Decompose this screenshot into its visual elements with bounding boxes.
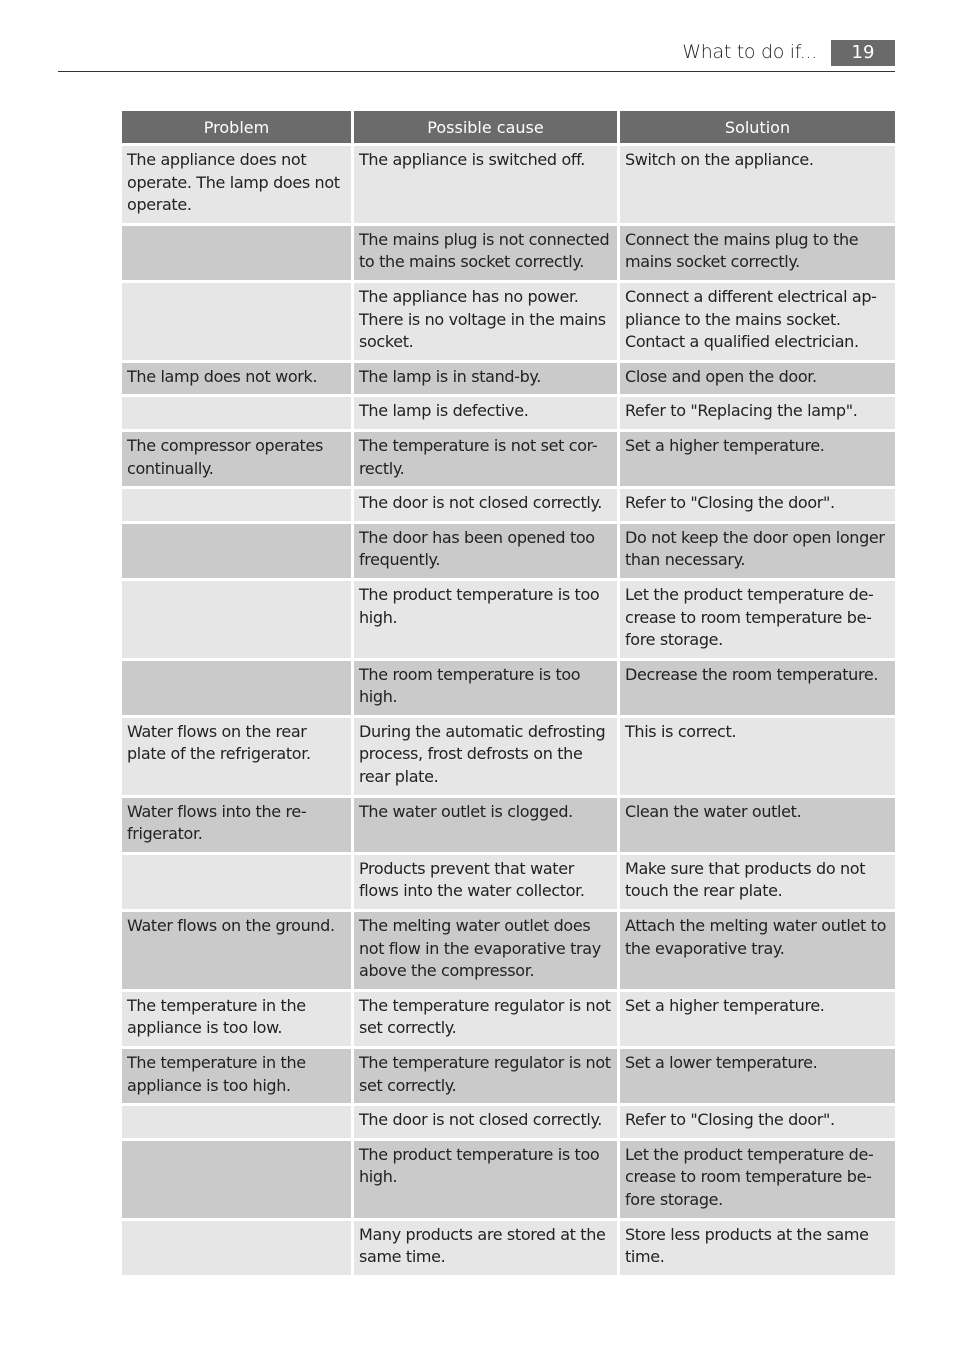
table-cell-problem [122, 397, 354, 432]
table-cell-solution: Close and open the door. [620, 363, 895, 398]
table-cell-solution: Connect a different electrical ap-pliance to the mains socket. Contact a qualified electrician. [620, 283, 895, 363]
table-cell-cause: The lamp is defective. [354, 397, 620, 432]
table-cell-problem: The temperature in the appliance is too high. [122, 1049, 354, 1106]
table-cell-problem [122, 1106, 354, 1141]
table-row [122, 397, 895, 432]
table-row [122, 489, 895, 524]
table-cell-problem [122, 661, 354, 718]
table-cell-cause: The door is not closed correctly. [354, 489, 620, 524]
table-cell-solution: Attach the melting water outlet to the evaporative tray. [620, 912, 895, 992]
table-row [122, 283, 895, 363]
table-cell-problem: The lamp does not work. [122, 363, 354, 398]
table-cell-cause: The product temperature is too high. [354, 1141, 620, 1221]
table-row [122, 855, 895, 912]
table-cell-cause: The mains plug is not connected to the mains socket correctly. [354, 226, 620, 283]
table-cell-solution: Clean the water outlet. [620, 798, 895, 855]
table-cell-cause: The lamp is in stand-by. [354, 363, 620, 398]
table-row [122, 912, 895, 992]
table-cell-solution: This is correct. [620, 718, 895, 798]
table-cell-problem [122, 1221, 354, 1278]
table-cell-problem: The temperature in the appliance is too low. [122, 992, 354, 1049]
table-cell-problem [122, 1141, 354, 1221]
table-row [122, 1141, 895, 1221]
table-cell-solution: Switch on the appliance. [620, 146, 895, 226]
table-cell-problem [122, 581, 354, 661]
table-row [122, 661, 895, 718]
table-cell-problem [122, 283, 354, 363]
table-row [122, 1049, 895, 1106]
page-header [58, 40, 895, 72]
table-body [122, 146, 895, 1278]
table-cell-problem: The compressor operates continually. [122, 432, 354, 489]
table-cell-cause: Many products are stored at the same time. [354, 1221, 620, 1278]
table-cell-problem [122, 226, 354, 283]
table-cell-solution: Set a higher temperature. [620, 432, 895, 489]
table-cell-solution: Decrease the room temperature. [620, 661, 895, 718]
table-row [122, 798, 895, 855]
table-cell-problem: Water flows into the re-frigerator. [122, 798, 354, 855]
table-cell-cause: The door is not closed correctly. [354, 1106, 620, 1141]
table-cell-cause: The temperature is not set cor-rectly. [354, 432, 620, 489]
table-row [122, 1106, 895, 1141]
table-row [122, 992, 895, 1049]
table-row [122, 581, 895, 661]
column-header-possible-cause: Possible cause [354, 111, 620, 146]
table-cell-cause: The room temperature is too high. [354, 661, 620, 718]
table-row [122, 718, 895, 798]
table-cell-solution: Let the product temperature de-crease to room temperature be-fore storage. [620, 1141, 895, 1221]
table-cell-solution: Make sure that products do not touch the rear plate. [620, 855, 895, 912]
table-row [122, 1221, 895, 1278]
table-cell-problem: Water flows on the rear plate of the refrigerator. [122, 718, 354, 798]
table-row [122, 432, 895, 489]
table-cell-cause: Products prevent that water flows into the water collector. [354, 855, 620, 912]
table-cell-cause: The temperature regulator is not set correctly. [354, 992, 620, 1049]
table-cell-solution: Connect the mains plug to the mains socket correctly. [620, 226, 895, 283]
table-cell-cause: The appliance has no power. There is no voltage in the mains socket. [354, 283, 620, 363]
table-cell-cause: During the automatic defrosting process, frost defrosts on the rear plate. [354, 718, 620, 798]
table-cell-problem: Water flows on the ground. [122, 912, 354, 992]
table-row [122, 363, 895, 398]
table-cell-problem: The appliance does not operate. The lamp does not operate. [122, 146, 354, 226]
table-cell-cause: The temperature regulator is not set correctly. [354, 1049, 620, 1106]
table-row [122, 524, 895, 581]
column-header-solution: Solution [620, 111, 895, 146]
table-cell-cause: The door has been opened too frequently. [354, 524, 620, 581]
table-cell-problem [122, 524, 354, 581]
table-cell-solution: Do not keep the door open longer than necessary. [620, 524, 895, 581]
table-cell-solution: Refer to "Closing the door". [620, 1106, 895, 1141]
column-header-problem: Problem [122, 111, 354, 146]
table-cell-cause: The water outlet is clogged. [354, 798, 620, 855]
table-row [122, 146, 895, 226]
table-cell-solution: Set a higher temperature. [620, 992, 895, 1049]
table-cell-solution: Set a lower temperature. [620, 1049, 895, 1106]
table-cell-solution: Let the product temperature de-crease to room temperature be-fore storage. [620, 581, 895, 661]
table-cell-solution: Refer to "Replacing the lamp". [620, 397, 895, 432]
table-cell-cause: The melting water outlet does not flow in the evaporative tray above the compressor. [354, 912, 620, 992]
table-row [122, 226, 895, 283]
page-title: What to do if... [682, 41, 817, 63]
table-cell-solution: Refer to "Closing the door". [620, 489, 895, 524]
table-cell-problem [122, 855, 354, 912]
table-cell-problem [122, 489, 354, 524]
table-cell-cause: The product temperature is too high. [354, 581, 620, 661]
table-cell-solution: Store less products at the same time. [620, 1221, 895, 1278]
page-number-badge: 19 [831, 40, 895, 66]
table-cell-cause: The appliance is switched off. [354, 146, 620, 226]
table-header-row [122, 111, 895, 146]
troubleshooting-table [122, 111, 895, 1278]
